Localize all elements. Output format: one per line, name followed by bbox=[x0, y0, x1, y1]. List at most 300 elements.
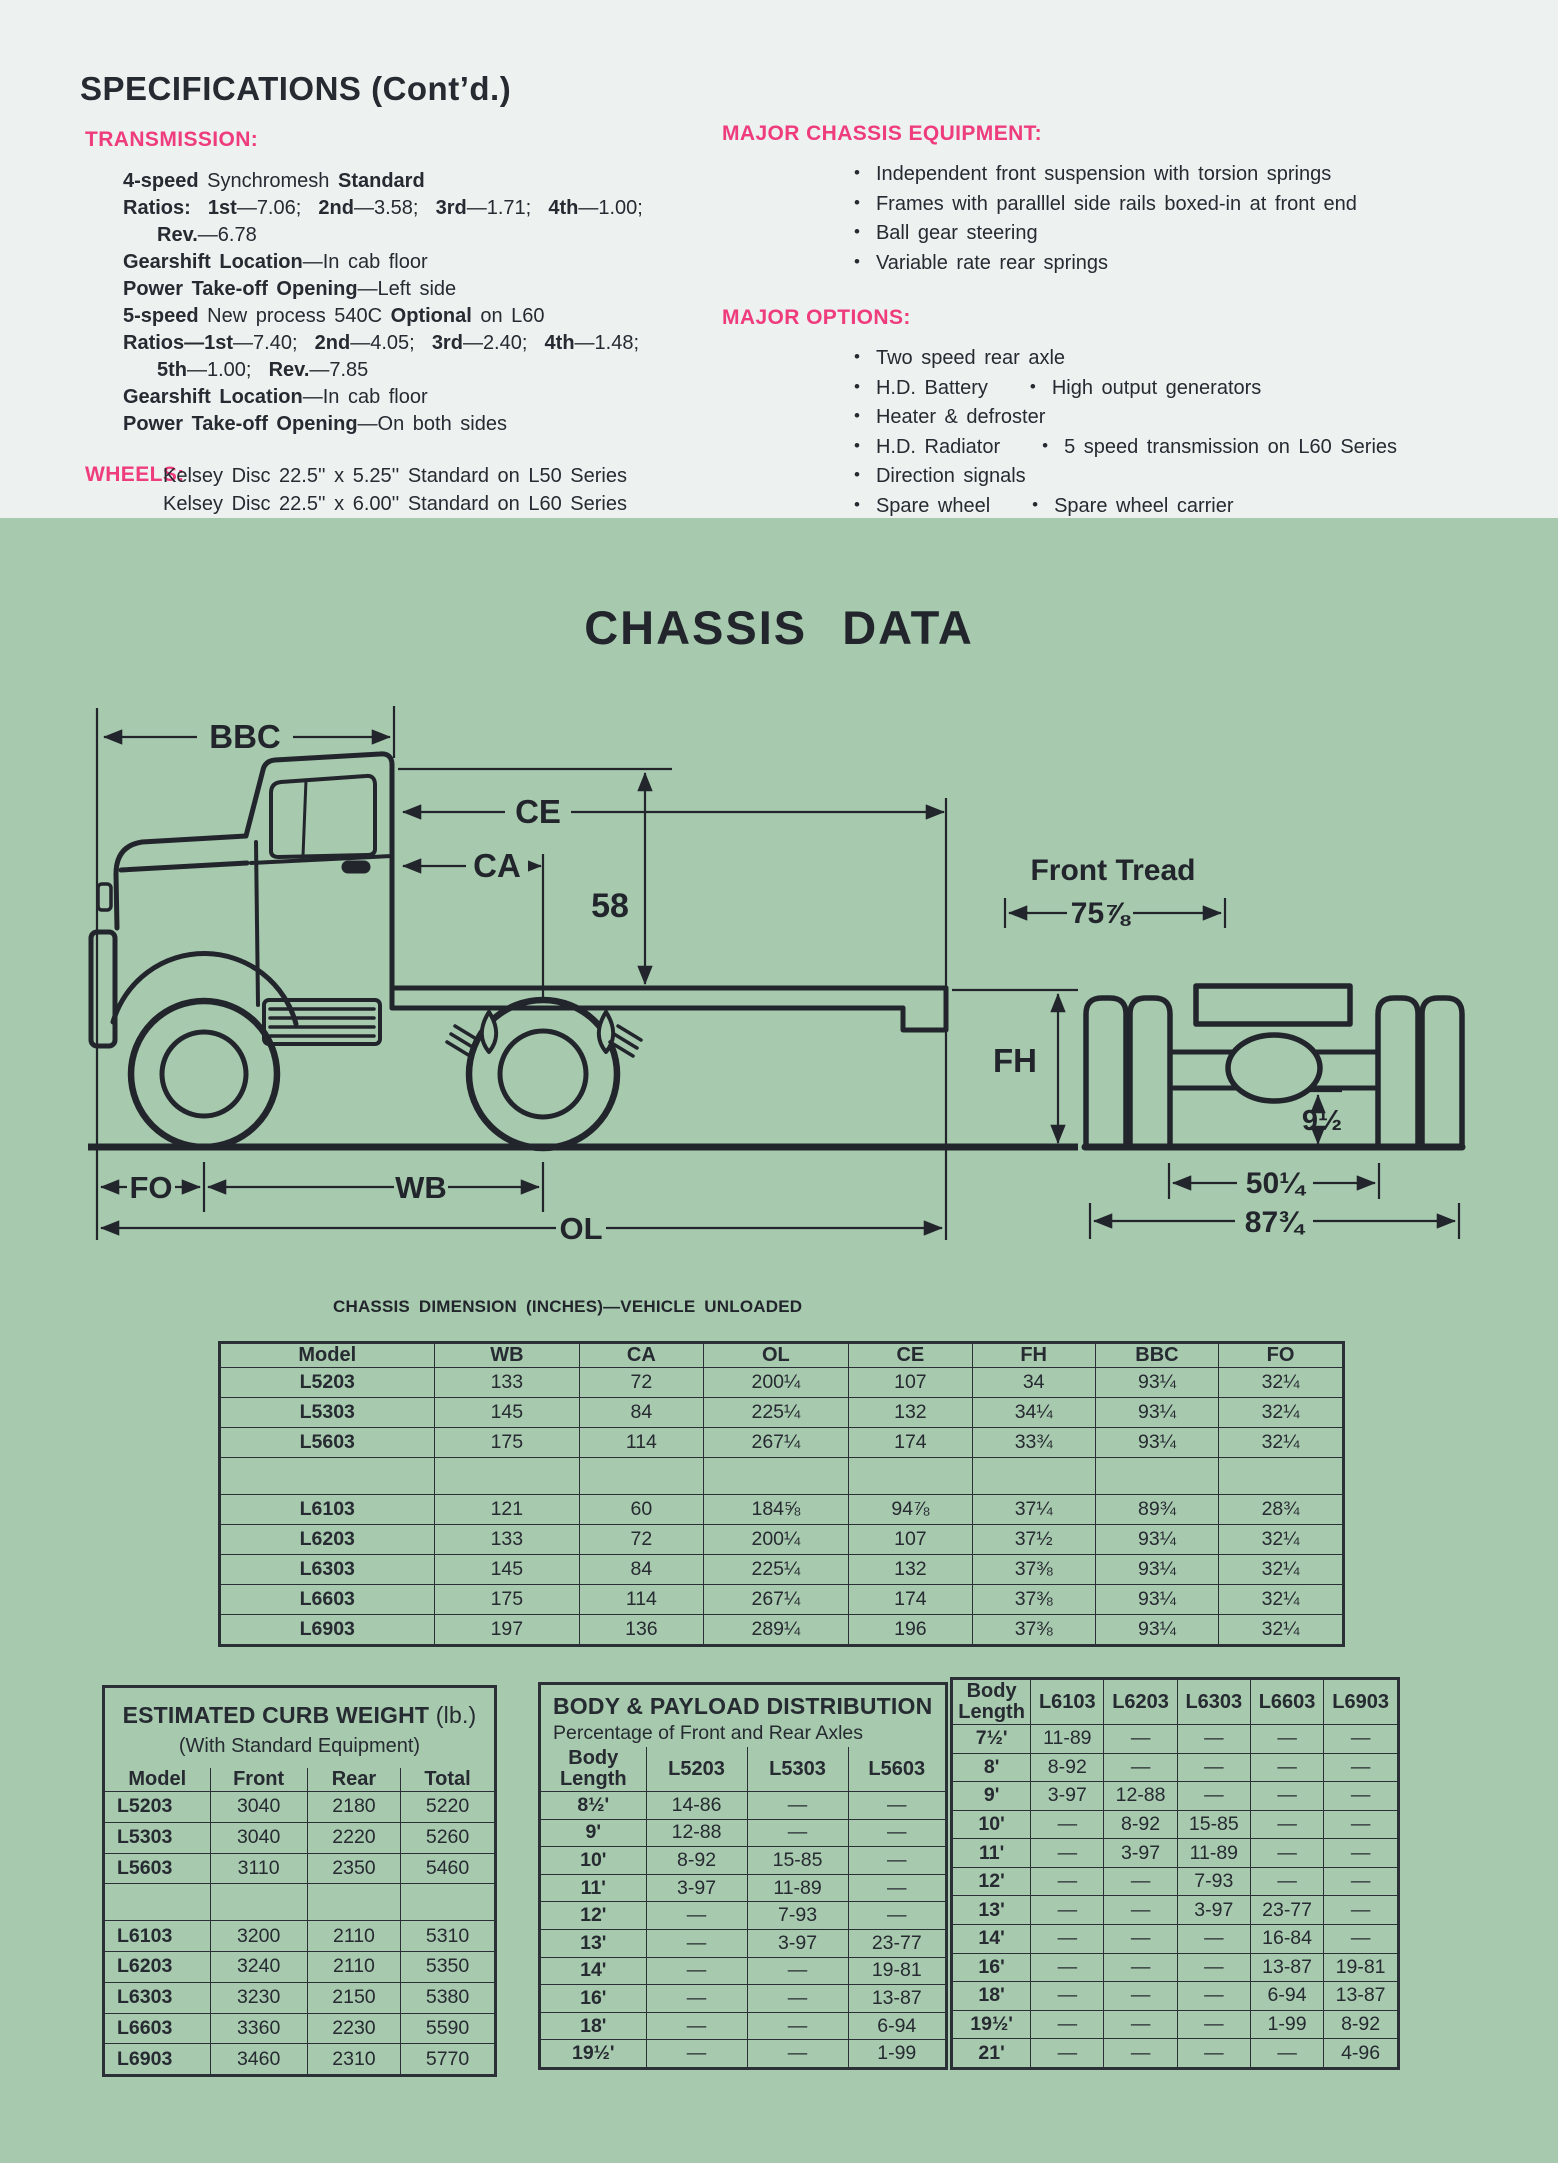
bullet-row bbox=[854, 373, 1522, 403]
column-header: L5303 bbox=[747, 1747, 848, 1792]
cell-value: 13-87 bbox=[1250, 1953, 1323, 1982]
cell-value: 93¼ bbox=[1095, 1428, 1218, 1458]
cell-value: 28¾ bbox=[1219, 1495, 1342, 1525]
transmission-heading: TRANSMISSION: bbox=[85, 128, 259, 151]
cell-value: 174 bbox=[849, 1585, 972, 1615]
cell-value: 8-92 bbox=[646, 1847, 747, 1875]
cell-value: — bbox=[1250, 1782, 1323, 1811]
cell-value: 3-97 bbox=[1104, 1839, 1177, 1868]
table-row bbox=[953, 1925, 1397, 1954]
table-row bbox=[953, 1810, 1397, 1839]
row-label: L6203 bbox=[105, 1952, 210, 1983]
column-header: Rear bbox=[307, 1768, 400, 1792]
spec-line: 5-speed New process 540C Optional on L60 bbox=[123, 305, 545, 327]
row-label: L5603 bbox=[221, 1428, 434, 1458]
cell-value: 5260 bbox=[401, 1822, 494, 1853]
table-header-row bbox=[221, 1344, 1342, 1368]
differential bbox=[1228, 1035, 1320, 1101]
bbc-label: BBC bbox=[209, 718, 281, 755]
cell-value: 289¼ bbox=[703, 1615, 849, 1645]
row-label: L6903 bbox=[221, 1615, 434, 1645]
bullet-icon: • bbox=[854, 251, 860, 271]
cell-value: 19-81 bbox=[848, 1957, 945, 1985]
table-row bbox=[541, 2012, 945, 2040]
side-view-wheels bbox=[131, 1000, 617, 1148]
cell-value: — bbox=[1177, 1782, 1250, 1811]
column-header: L6903 bbox=[1324, 1680, 1397, 1725]
page-title: SPECIFICATIONS (Cont’d.) bbox=[80, 70, 512, 108]
bullet-icon: • bbox=[854, 465, 860, 484]
cell-value: — bbox=[1250, 1839, 1323, 1868]
chassis-table-title: CHASSIS DIMENSION (INCHES)—VEHICLE UNLOADED bbox=[333, 1297, 803, 1316]
column-header: FO bbox=[1219, 1344, 1342, 1368]
cell-value: — bbox=[1177, 1725, 1250, 1754]
bullet-icon: • bbox=[854, 222, 860, 241]
cell-value: 2220 bbox=[307, 1822, 400, 1853]
cell-value: 200¼ bbox=[703, 1525, 849, 1555]
cell-value: — bbox=[1031, 2039, 1104, 2067]
cell-value: 132 bbox=[849, 1555, 972, 1585]
cell-value: 136 bbox=[580, 1615, 703, 1645]
spec-line: Power Take-off Opening—Left side bbox=[123, 278, 457, 300]
cell-value: 133 bbox=[434, 1368, 580, 1398]
body-payload-table-l50 bbox=[541, 1747, 945, 2067]
table-row bbox=[105, 1921, 494, 1952]
cell-value: 84 bbox=[580, 1398, 703, 1428]
cell-value: 4-96 bbox=[1324, 2039, 1397, 2067]
front-fender-arch bbox=[113, 954, 296, 1024]
row-label: L5603 bbox=[105, 1853, 210, 1884]
cell-value: 132 bbox=[849, 1398, 972, 1428]
bullet-text: Spare wheel carrier bbox=[1054, 494, 1234, 517]
table-row bbox=[953, 1982, 1397, 2011]
row-label: 13' bbox=[953, 1896, 1031, 1925]
cell-value: — bbox=[1104, 1925, 1177, 1954]
row-label: 9' bbox=[541, 1819, 646, 1847]
cell-value: — bbox=[1324, 1810, 1397, 1839]
cell-value: 32¼ bbox=[1219, 1398, 1342, 1428]
row-label: L5303 bbox=[105, 1822, 210, 1853]
column-header: L6603 bbox=[1250, 1680, 1323, 1725]
bullet-row bbox=[854, 248, 1522, 278]
table-row bbox=[953, 1867, 1397, 1896]
column-header: L5603 bbox=[848, 1747, 945, 1792]
bullet-text: Frames with paralllel side rails boxed-in at front end bbox=[875, 192, 1357, 215]
bullet-icon: • bbox=[854, 163, 860, 182]
cell-value: 32¼ bbox=[1219, 1428, 1342, 1458]
body-payload-table-l60 bbox=[953, 1680, 1397, 2067]
table-row bbox=[221, 1368, 1342, 1398]
cell-value: 32¼ bbox=[1219, 1368, 1342, 1398]
cell-value: 23-77 bbox=[848, 1929, 945, 1957]
cell-value: — bbox=[646, 1902, 747, 1930]
cell-value: 5310 bbox=[401, 1921, 494, 1952]
spacer-row bbox=[221, 1458, 1342, 1495]
bullet-text: H.D. Radiator bbox=[875, 435, 1001, 458]
table-row bbox=[105, 2044, 494, 2074]
cell-value: — bbox=[848, 1847, 945, 1875]
body-payload-box-l50 bbox=[538, 1682, 948, 2070]
rear-axle-front-view bbox=[1085, 986, 1462, 1147]
dimension-lines bbox=[97, 706, 1459, 1240]
row-label: L6103 bbox=[105, 1921, 210, 1952]
wheels-lines bbox=[163, 462, 627, 518]
ol-label: OL bbox=[559, 1211, 603, 1246]
curb-weight-subtitle: (With Standard Equipment) bbox=[178, 1735, 421, 1757]
body-payload-box-l60 bbox=[950, 1677, 1400, 2070]
cell-value: 72 bbox=[580, 1525, 703, 1555]
cell-value: — bbox=[1250, 1725, 1323, 1754]
table-row bbox=[105, 1822, 494, 1853]
bullet-icon: • bbox=[1042, 435, 1049, 455]
cell-value: 34¼ bbox=[972, 1398, 1095, 1428]
table-row bbox=[953, 1753, 1397, 1782]
cell-value: — bbox=[1031, 1839, 1104, 1868]
table-row bbox=[953, 1725, 1397, 1754]
bullet-text: Independent front suspension with torsion springs bbox=[875, 163, 1332, 185]
cell-value: 184⅝ bbox=[703, 1495, 849, 1525]
bullet-icon: • bbox=[854, 347, 860, 366]
cell-value: 196 bbox=[849, 1615, 972, 1645]
table-row bbox=[541, 1929, 945, 1957]
column-header: Model bbox=[105, 1768, 210, 1792]
cell-value: 225¼ bbox=[703, 1555, 849, 1585]
row-label: 19½' bbox=[953, 2010, 1031, 2039]
spec-line: Power Take-off Opening—On both sides bbox=[123, 413, 507, 435]
row-label: L6303 bbox=[221, 1555, 434, 1585]
spec-line: Rev.—6.78 bbox=[157, 224, 257, 246]
fo-label: FO bbox=[129, 1170, 173, 1205]
cell-value: — bbox=[646, 2012, 747, 2040]
bullet-icon: • bbox=[854, 406, 860, 425]
cell-value: — bbox=[848, 1792, 945, 1820]
bullet-row bbox=[854, 402, 1522, 432]
cell-value: — bbox=[747, 1819, 848, 1847]
cell-value: 114 bbox=[580, 1428, 703, 1458]
cell-value: 114 bbox=[580, 1585, 703, 1615]
cell-value: — bbox=[1177, 2039, 1250, 2067]
cell-value: — bbox=[1324, 1867, 1397, 1896]
cell-value: 3-97 bbox=[1031, 1782, 1104, 1811]
table-header-row bbox=[953, 1680, 1397, 1725]
cell-value: — bbox=[1177, 1753, 1250, 1782]
cell-value: 37⅜ bbox=[972, 1585, 1095, 1615]
row-label: 16' bbox=[541, 1985, 646, 2013]
bullet-text: H.D. Battery bbox=[875, 376, 988, 399]
cell-value: — bbox=[1104, 1953, 1177, 1982]
table-row bbox=[953, 1953, 1397, 1982]
cell-value: 225¼ bbox=[703, 1398, 849, 1428]
row-label: 11' bbox=[953, 1839, 1031, 1868]
wheels-heading: WHEELS: bbox=[85, 463, 185, 486]
cell-value: — bbox=[1104, 2010, 1177, 2039]
cell-value: 11-89 bbox=[1031, 1725, 1104, 1754]
bullet-text: Two speed rear axle bbox=[875, 347, 1066, 369]
wheels-section bbox=[85, 462, 645, 518]
cell-value: 13-87 bbox=[848, 1985, 945, 2013]
cell-value: 175 bbox=[434, 1585, 580, 1615]
cell-value: 93¼ bbox=[1095, 1585, 1218, 1615]
bullet-icon: • bbox=[854, 494, 860, 514]
row-label: 12' bbox=[953, 1867, 1031, 1896]
spec-left-column bbox=[85, 128, 645, 518]
cell-value: — bbox=[1177, 1953, 1250, 1982]
cell-value: — bbox=[1177, 2010, 1250, 2039]
table-row bbox=[541, 1819, 945, 1847]
row-label: 8½' bbox=[541, 1792, 646, 1820]
cell-value: 6-94 bbox=[848, 2012, 945, 2040]
table-row bbox=[221, 1525, 1342, 1555]
row-label: 10' bbox=[541, 1847, 646, 1875]
cell-value: 15-85 bbox=[1177, 1810, 1250, 1839]
cell-value: — bbox=[848, 1902, 945, 1930]
column-header: L6203 bbox=[1104, 1680, 1177, 1725]
column-header: L5203 bbox=[646, 1747, 747, 1792]
overall-width-value: 87¾ bbox=[1244, 1206, 1304, 1239]
cell-value: 32¼ bbox=[1219, 1615, 1342, 1645]
cell-value: 175 bbox=[434, 1428, 580, 1458]
row-label: L5303 bbox=[221, 1398, 434, 1428]
cell-value: — bbox=[1031, 1925, 1104, 1954]
row-label: L5203 bbox=[221, 1368, 434, 1398]
cell-value: — bbox=[747, 1792, 848, 1820]
transmission-spec-lines bbox=[123, 168, 645, 438]
cell-value: — bbox=[1324, 1896, 1397, 1925]
table-row bbox=[953, 1782, 1397, 1811]
cell-value: 3230 bbox=[210, 1982, 307, 2013]
cell-value: — bbox=[1031, 1953, 1104, 1982]
chassis-diagram bbox=[0, 700, 1558, 1263]
cell-value: 145 bbox=[434, 1398, 580, 1428]
cell-value: 2350 bbox=[307, 1853, 400, 1884]
equipment-heading: MAJOR CHASSIS EQUIPMENT: bbox=[722, 122, 1042, 145]
cell-value: 2150 bbox=[307, 1982, 400, 2013]
cell-value: — bbox=[1324, 1925, 1397, 1954]
cell-value: — bbox=[1031, 2010, 1104, 2039]
cell-value: 32¼ bbox=[1219, 1525, 1342, 1555]
cell-value: 89¾ bbox=[1095, 1495, 1218, 1525]
bullet-row bbox=[854, 343, 1522, 373]
bullet-text: Variable rate rear springs bbox=[875, 251, 1109, 274]
body-payload-table-l60 bbox=[953, 1680, 1397, 2067]
table-row bbox=[541, 1874, 945, 1902]
cell-value: 23-77 bbox=[1250, 1896, 1323, 1925]
cell-value: — bbox=[1104, 1867, 1177, 1896]
bullet-icon: • bbox=[854, 435, 860, 455]
row-label: L5203 bbox=[105, 1792, 210, 1823]
table-row bbox=[221, 1428, 1342, 1458]
column-header: Body Length bbox=[541, 1747, 646, 1792]
bullet-icon: • bbox=[854, 192, 860, 212]
table-row bbox=[541, 1847, 945, 1875]
ce-label: CE bbox=[515, 793, 561, 830]
options-heading: MAJOR OPTIONS: bbox=[722, 306, 911, 329]
table-row bbox=[105, 1982, 494, 2013]
cell-value: 93¼ bbox=[1095, 1368, 1218, 1398]
cell-value: 37⅜ bbox=[972, 1555, 1095, 1585]
cell-value: 33¾ bbox=[972, 1428, 1095, 1458]
spec-line: Ratios: 1st—7.06; 2nd—3.58; 3rd—1.71; 4th—1.00; bbox=[123, 197, 643, 219]
cell-value: 1-99 bbox=[1250, 2010, 1323, 2039]
column-header: Model bbox=[221, 1344, 434, 1368]
column-header: L6103 bbox=[1031, 1680, 1104, 1725]
column-header: CE bbox=[849, 1344, 972, 1368]
table-row bbox=[221, 1555, 1342, 1585]
ca-label: CA bbox=[473, 847, 521, 884]
cell-value: 200¼ bbox=[703, 1368, 849, 1398]
row-label: L6903 bbox=[105, 2044, 210, 2074]
row-label: 21' bbox=[953, 2039, 1031, 2067]
bullet-row bbox=[854, 218, 1522, 248]
cell-value: 5460 bbox=[401, 1853, 494, 1884]
cell-value: 3240 bbox=[210, 1952, 307, 1983]
table-header-row bbox=[541, 1747, 945, 1792]
cell-value: 107 bbox=[849, 1368, 972, 1398]
cell-value: — bbox=[1177, 1925, 1250, 1954]
cell-value: 72 bbox=[580, 1368, 703, 1398]
row-label: 7½' bbox=[953, 1725, 1031, 1754]
cell-value: 32¼ bbox=[1219, 1585, 1342, 1615]
table-row bbox=[221, 1615, 1342, 1645]
spring-center-value: 50¼ bbox=[1245, 1167, 1305, 1200]
bullet-icon: • bbox=[854, 376, 860, 396]
cell-value: 2110 bbox=[307, 1952, 400, 1983]
front-tread-label: Front Tread bbox=[1030, 854, 1196, 887]
cell-value: 12-88 bbox=[646, 1819, 747, 1847]
cell-value: — bbox=[1031, 1982, 1104, 2011]
cell-value: — bbox=[1104, 1982, 1177, 2011]
wb-label: WB bbox=[395, 1170, 447, 1205]
bullet-text: 5 speed transmission on L60 Series bbox=[1064, 435, 1398, 458]
table-row bbox=[105, 1792, 494, 1823]
row-label: L6603 bbox=[221, 1585, 434, 1615]
axle-ground-value: 9½ bbox=[1301, 1105, 1343, 1137]
curb-weight-title bbox=[105, 1702, 494, 1729]
spec-line: Ratios—1st—7.40; 2nd—4.05; 3rd—2.40; 4th—1.48; bbox=[123, 332, 640, 354]
spec-line: Gearshift Location—In cab floor bbox=[123, 386, 428, 408]
table-row bbox=[105, 1853, 494, 1884]
row-label: 14' bbox=[541, 1957, 646, 1985]
cell-value: 5590 bbox=[401, 2013, 494, 2044]
cell-value: 267¼ bbox=[703, 1585, 849, 1615]
cell-value: 93¼ bbox=[1095, 1615, 1218, 1645]
cell-value: 3-97 bbox=[1177, 1896, 1250, 1925]
cell-value: 19-81 bbox=[1324, 1953, 1397, 1982]
cell-value: — bbox=[646, 2040, 747, 2067]
table-row bbox=[541, 1985, 945, 2013]
row-label: 18' bbox=[953, 1982, 1031, 2011]
body-payload-subtitle: Percentage of Front and Rear Axles bbox=[553, 1722, 864, 1744]
cell-value: — bbox=[1031, 1810, 1104, 1839]
row-label: 16' bbox=[953, 1953, 1031, 1982]
door-handle bbox=[344, 863, 368, 871]
options-list bbox=[854, 343, 1522, 520]
bullet-text: High output generators bbox=[1051, 376, 1262, 399]
bullet-row bbox=[854, 159, 1522, 189]
cell-value: 2110 bbox=[307, 1921, 400, 1952]
cell-value: — bbox=[1250, 2039, 1323, 2067]
cell-value: 60 bbox=[580, 1495, 703, 1525]
cell-value: 12-88 bbox=[1104, 1782, 1177, 1811]
table-row bbox=[541, 1902, 945, 1930]
cell-value: 8-92 bbox=[1324, 2010, 1397, 2039]
column-header: BBC bbox=[1095, 1344, 1218, 1368]
row-label: L6203 bbox=[221, 1525, 434, 1555]
column-header: OL bbox=[703, 1344, 849, 1368]
table-row bbox=[541, 1957, 945, 1985]
cell-value: 107 bbox=[849, 1525, 972, 1555]
spec-line: 4-speed Synchromesh Standard bbox=[123, 170, 425, 192]
front-bumper bbox=[91, 932, 115, 1046]
headlight bbox=[98, 884, 111, 910]
cell-value: — bbox=[1324, 1753, 1397, 1782]
cell-value: 5350 bbox=[401, 1952, 494, 1983]
cell-value: 2180 bbox=[307, 1792, 400, 1823]
cell-value: — bbox=[1031, 1896, 1104, 1925]
row-label: 8' bbox=[953, 1753, 1031, 1782]
table-row bbox=[953, 2039, 1397, 2067]
curb-title-unit: (lb.) bbox=[435, 1702, 477, 1728]
cell-value: 8-92 bbox=[1031, 1753, 1104, 1782]
table-row bbox=[541, 1792, 945, 1820]
bullet-icon: • bbox=[1029, 376, 1036, 396]
cell-value: 15-85 bbox=[747, 1847, 848, 1875]
cell-value: 197 bbox=[434, 1615, 580, 1645]
text-line: Kelsey Disc 22.5'' x 5.25'' Standard on L50 Series bbox=[163, 465, 627, 487]
cell-value: 93¼ bbox=[1095, 1555, 1218, 1585]
column-header: CA bbox=[580, 1344, 703, 1368]
cell-value: 11-89 bbox=[1177, 1839, 1250, 1868]
column-header: L6303 bbox=[1177, 1680, 1250, 1725]
front-wheel bbox=[131, 1001, 277, 1147]
cell-value: 11-89 bbox=[747, 1874, 848, 1902]
bullet-text: Direction signals bbox=[875, 465, 1026, 487]
cell-value: 3-97 bbox=[646, 1874, 747, 1902]
cell-value: 2230 bbox=[307, 2013, 400, 2044]
cell-value: 16-84 bbox=[1250, 1925, 1323, 1954]
curb-weight-table bbox=[105, 1768, 494, 2074]
curb-title-text: ESTIMATED CURB WEIGHT bbox=[122, 1702, 430, 1728]
bullet-row bbox=[854, 491, 1522, 521]
cell-value: — bbox=[646, 1929, 747, 1957]
cell-value: — bbox=[1031, 1867, 1104, 1896]
row-label: 10' bbox=[953, 1810, 1031, 1839]
cell-value: 84 bbox=[580, 1555, 703, 1585]
cell-value: 145 bbox=[434, 1555, 580, 1585]
cell-value: 14-86 bbox=[646, 1792, 747, 1820]
cell-value: 7-93 bbox=[1177, 1867, 1250, 1896]
cell-value: — bbox=[1250, 1753, 1323, 1782]
frame-cross-section bbox=[1196, 986, 1350, 1024]
cell-value: — bbox=[747, 1985, 848, 2013]
cell-value: — bbox=[1104, 2039, 1177, 2067]
cell-value: 267¼ bbox=[703, 1428, 849, 1458]
cell-value: 13-87 bbox=[1324, 1982, 1397, 2011]
table-row bbox=[953, 1896, 1397, 1925]
fh-label: FH bbox=[993, 1042, 1037, 1079]
bullet-text: Spare wheel bbox=[875, 494, 991, 517]
table-row bbox=[221, 1495, 1342, 1525]
cell-value: 94⅞ bbox=[849, 1495, 972, 1525]
spacer-row bbox=[105, 1884, 494, 1921]
chassis-dimension-table bbox=[218, 1341, 1345, 1647]
table-row bbox=[953, 1839, 1397, 1868]
cell-value: — bbox=[747, 1957, 848, 1985]
cell-value: 3-97 bbox=[747, 1929, 848, 1957]
bullet-row bbox=[854, 189, 1522, 219]
cell-value: 3040 bbox=[210, 1822, 307, 1853]
column-header: Front bbox=[210, 1768, 307, 1792]
